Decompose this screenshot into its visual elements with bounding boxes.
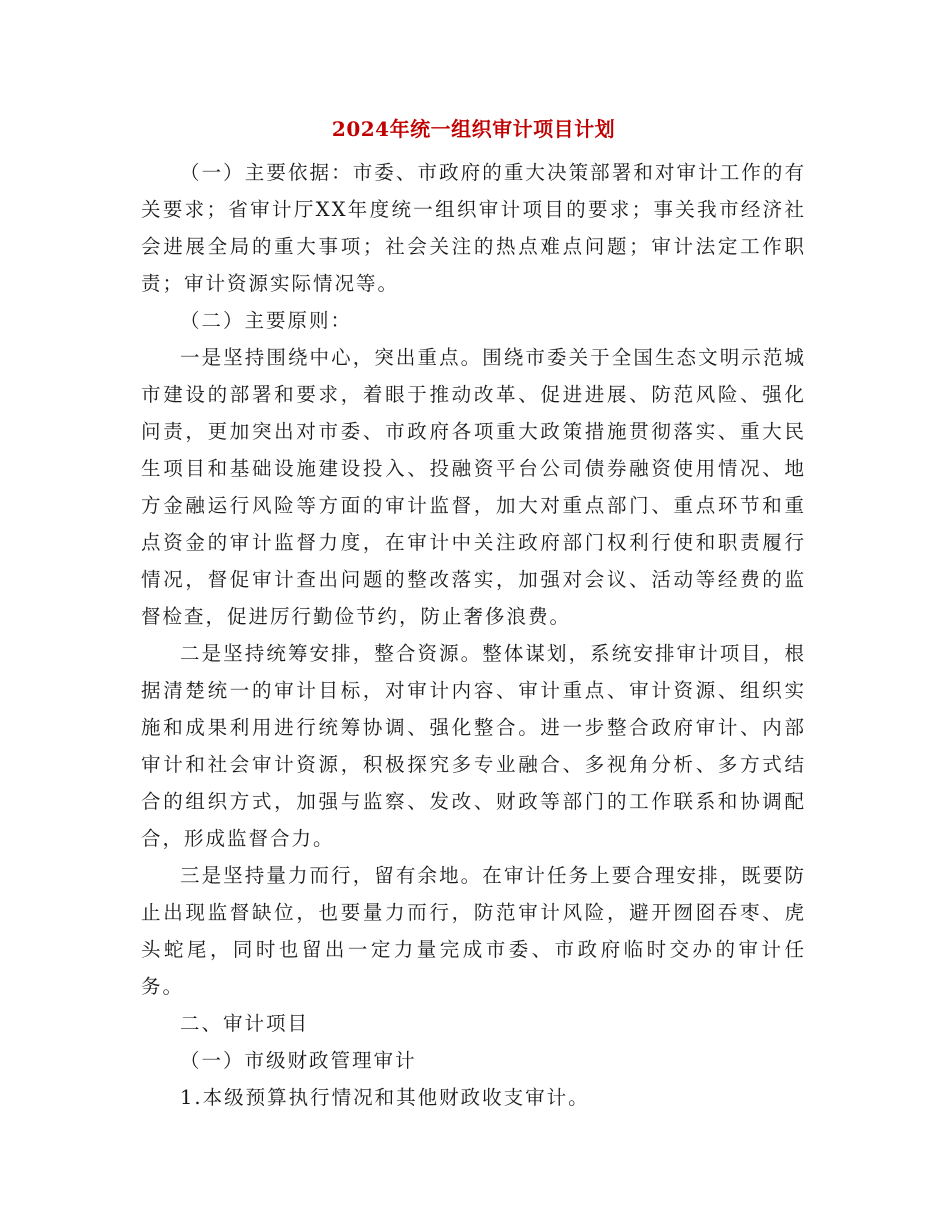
item-budget-execution: 1.本级预算执行情况和其他财政收支审计。 [180, 1086, 590, 1109]
paragraph-principles-heading: （二）主要原则： [180, 309, 353, 332]
document-page [141, 110, 806, 1116]
subsection-heading-finance-audit: （一）市级财政管理审计 [180, 1049, 417, 1072]
paragraph-basis: （一）主要依据：市委、市政府的重大决策部署和对审计工作的有关要求；省审计厅XX年度统一组织审计项目的要求；事关我市经济社会进展全局的重大事项；社会关注的热点难点问题；审计法定工作职责；审计资源实际情况等。 [141, 161, 806, 295]
paragraph-principle-three: 三是坚持量力而行，留有余地。在审计任务上要合理安排，既要防止出现监督缺位，也要量力而行，防范审计风险，避开囫囵吞枣、虎头蛇尾，同时也留出一定力量完成市委、市政府临时交办的审计任务。 [141, 864, 806, 998]
paragraph-principle-two: 二是坚持统筹安排，整合资源。整体谋划，系统安排审计项目，根据清楚统一的审计目标，对审计内容、审计重点、审计资源、组织实施和成果利用进行统筹协调、强化整合。进一步整合政府审计、内部审计和社会审计资源，积极探究多专业融合、多视角分析、多方式结合的组织方式，加强与监察、发改、财政等部门的工作联系和协调配合，形成监督合力。 [141, 642, 806, 850]
section-heading-audit-projects: 二、审计项目 [180, 1012, 310, 1035]
document-title: 2024年统一组织审计项目计划 [331, 117, 616, 141]
paragraph-principle-one: 一是坚持围绕中心，突出重点。围绕市委关于全国生态文明示范城市建设的部署和要求，着眼于推动改革、促进进展、防范风险、强化问责，更加突出对市委、市政府各项重大政策措施贯彻落实、重大民生项目和基础设施建设投入、投融资平台公司债券融资使用情况、地方金融运行风险等方面的审计监督，加大对重点部门、重点环节和重点资金的审计监督力度，在审计中关注政府部门权利行使和职责履行情况，督促审计查出问题的整改落实，加强对会议、活动等经费的监督检查，促进厉行勤俭节约，防止奢侈浪费。 [141, 346, 806, 628]
